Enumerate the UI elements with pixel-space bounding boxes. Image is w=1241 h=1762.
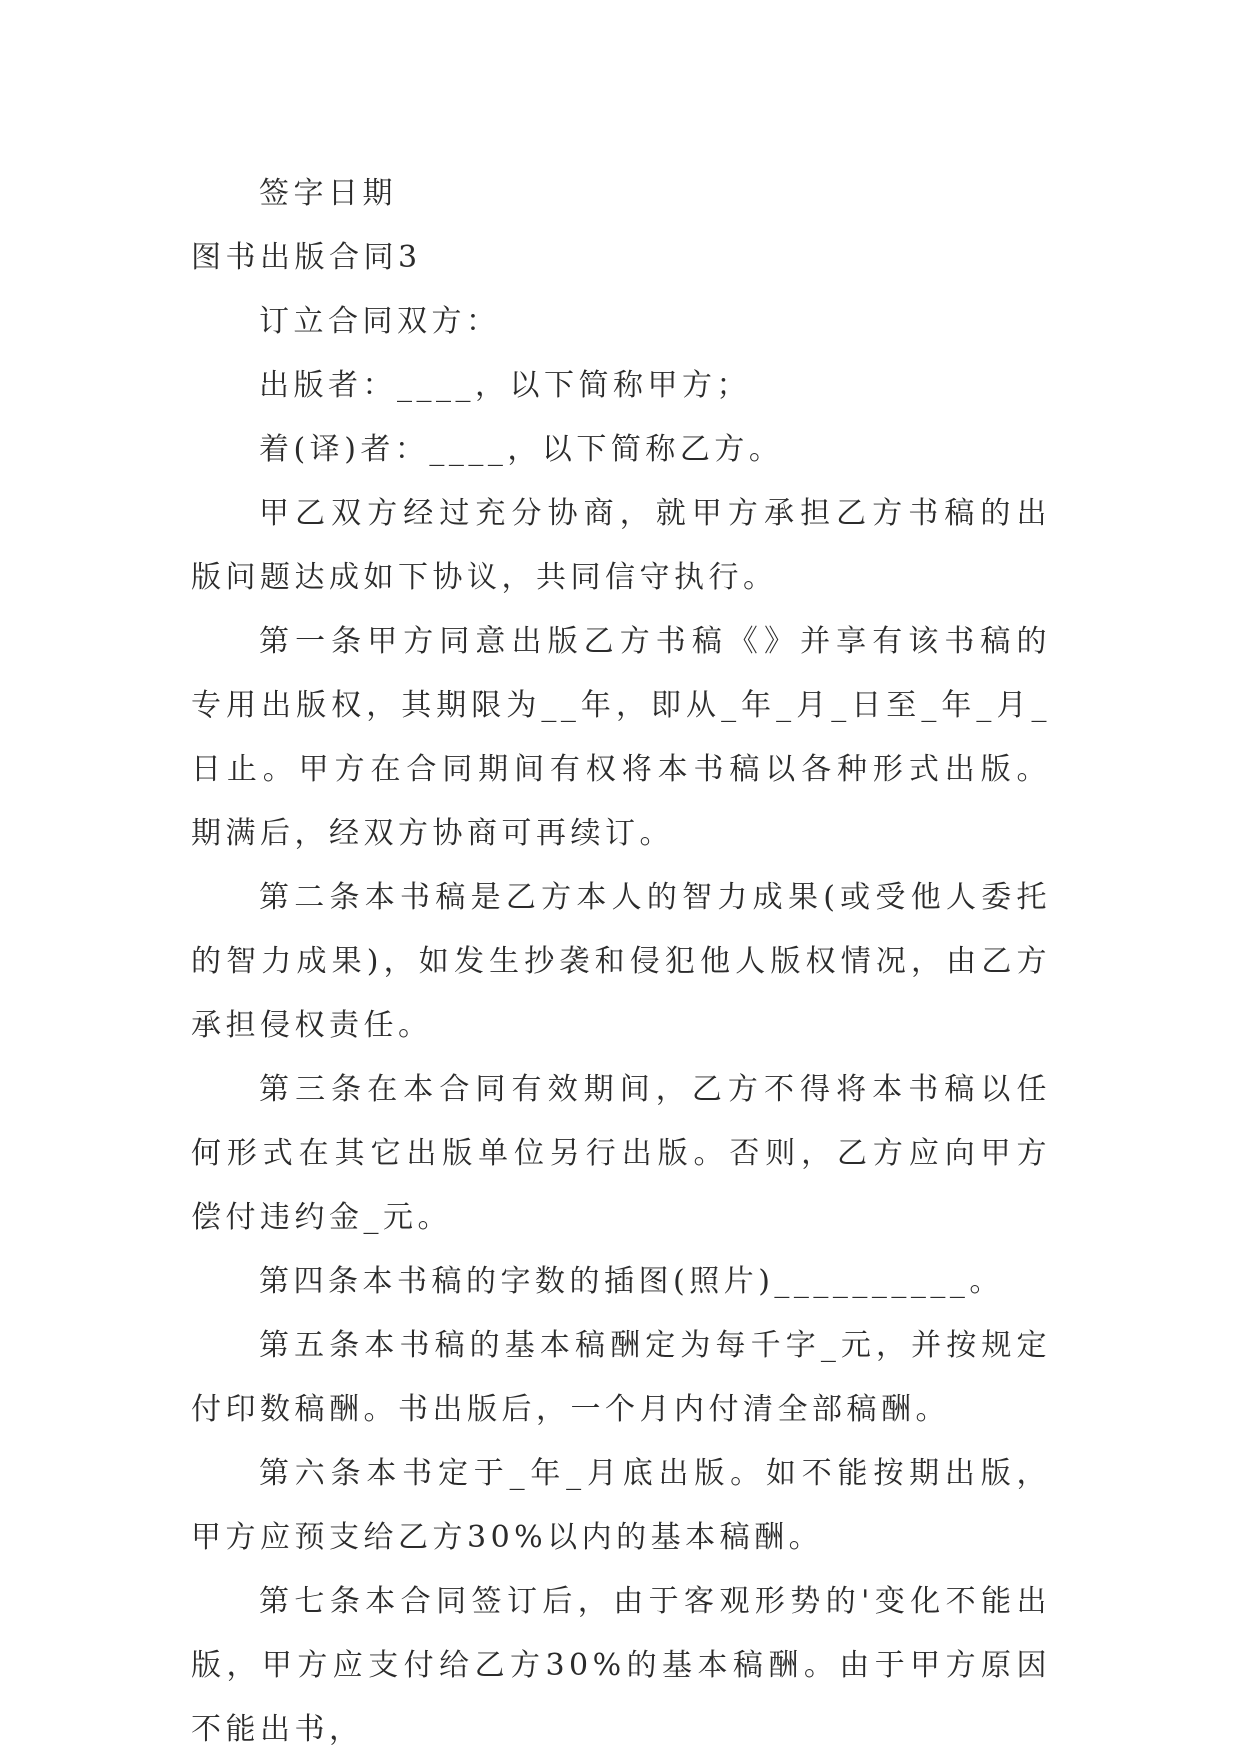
article-6-paragraph: 第六条本书定于_年_月底出版。如不能按期出版，甲方应预支给乙方30%以内的基本稿酬。 bbox=[191, 1456, 1051, 1555]
article-2-paragraph: 第二条本书稿是乙方本人的智力成果(或受他人委托的智力成果)，如发生抄袭和侵犯他人版权情况，由乙方承担侵权责任。 bbox=[191, 880, 1051, 1043]
article-5-paragraph: 第五条本书稿的基本稿酬定为每千字_元，并按规定付印数稿酬。书出版后，一个月内付清全部稿酬。 bbox=[191, 1328, 1051, 1427]
publisher-line: 出版者：____，以下简称甲方； bbox=[259, 368, 751, 403]
article-7-paragraph: 第七条本合同签订后，由于客观形势的'变化不能出版，甲方应支付给乙方30%的基本稿酬。由于甲方原因不能出书， bbox=[191, 1584, 1051, 1747]
article-3-paragraph: 第三条在本合同有效期间，乙方不得将本书稿以任何形式在其它出版单位另行出版。否则，乙方应向甲方偿付违约金_元。 bbox=[191, 1072, 1051, 1235]
contract-title: 图书出版合同3 bbox=[191, 240, 422, 275]
parties-heading: 订立合同双方： bbox=[259, 304, 501, 339]
preamble-paragraph: 甲乙双方经过充分协商，就甲方承担乙方书稿的出版问题达成如下协议，共同信守执行。 bbox=[191, 496, 1051, 595]
article-1-paragraph: 第一条甲方同意出版乙方书稿《》并享有该书稿的专用出版权，其期限为__年，即从_年_月_日至_年_月_日止。甲方在合同期间有权将本书稿以各种形式出版。期满后，经双方协商可再续订。 bbox=[191, 624, 1051, 851]
document-body bbox=[191, 162, 1051, 1762]
sign-date-line: 签字日期 bbox=[259, 176, 397, 211]
article-4-paragraph: 第四条本书稿的字数的插图(照片)__________。 bbox=[259, 1264, 1004, 1299]
author-line: 着(译)者：____，以下简称乙方。 bbox=[259, 432, 784, 467]
